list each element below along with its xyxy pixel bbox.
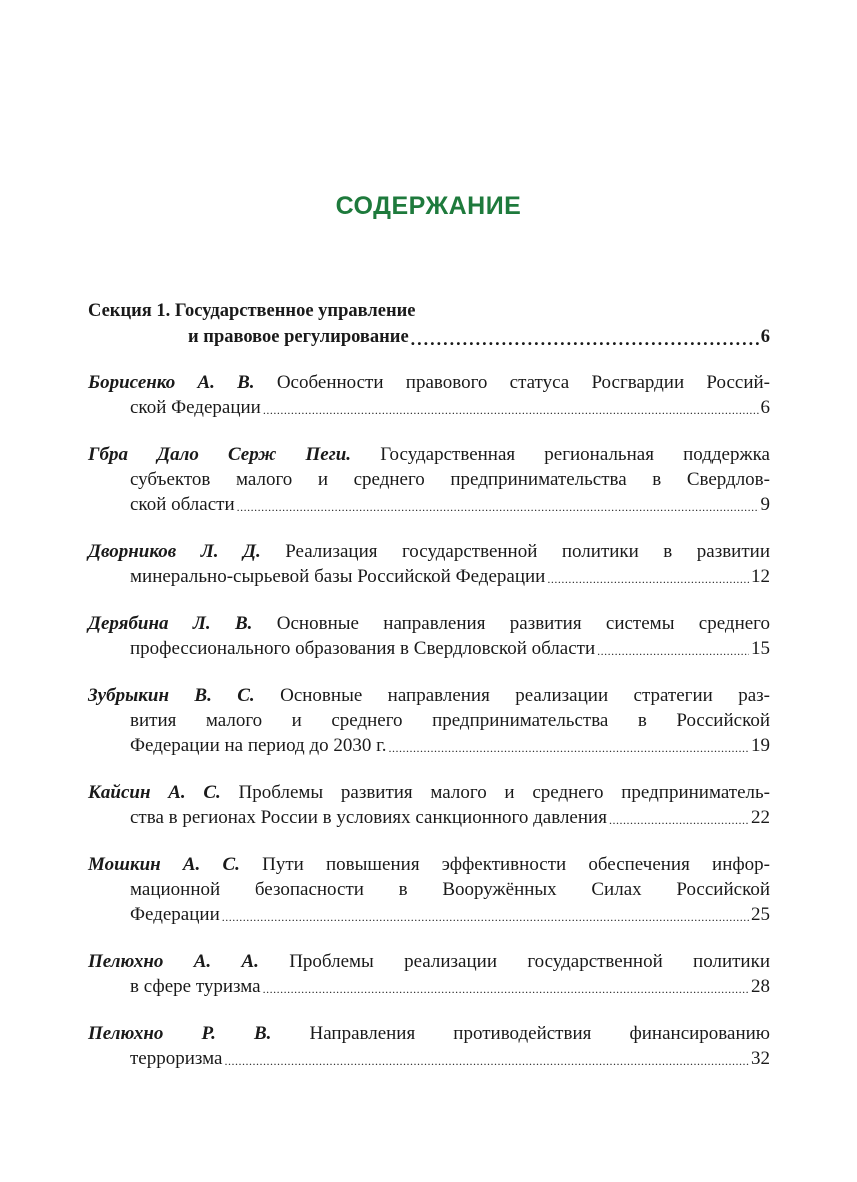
dot-leader — [389, 739, 749, 758]
dot-leader — [547, 570, 749, 589]
entry-title-part: Проблемы реализации государственной политики — [258, 951, 770, 972]
dot-leader — [224, 1052, 749, 1071]
entry-title-part: Направления противодействия финансированию — [271, 1023, 770, 1044]
table-of-contents — [88, 298, 770, 1093]
toc-entry-first-line — [88, 442, 770, 467]
toc-entry-first-line — [88, 683, 770, 708]
toc-entry[interactable] — [88, 949, 770, 999]
dot-leader — [222, 908, 749, 927]
entry-title-part: Государственная региональная поддержка — [351, 444, 770, 465]
page-title: СОДЕРЖАНИЕ — [335, 192, 522, 220]
dot-leader — [237, 498, 759, 517]
entry-title-continuation: вития малого и среднего предпринимательства в Российской — [130, 710, 770, 731]
dot-leader — [263, 401, 759, 420]
entry-title-last-line: профессионального образования в Свердловской области — [130, 638, 596, 659]
entry-author: Дерябина Л. В. — [88, 613, 253, 634]
entry-title-last-line: в сфере туризма — [130, 976, 261, 997]
entry-title-part: Проблемы развития малого и среднего предприниматель- — [220, 782, 770, 803]
entry-title-part: Реализация государственной политики в развитии — [260, 541, 770, 562]
toc-entry[interactable] — [88, 1021, 770, 1071]
entry-page-number: 32 — [751, 1048, 770, 1069]
entry-page-number: 19 — [751, 735, 770, 756]
toc-section-heading[interactable] — [88, 298, 770, 350]
entry-title-last-line: терроризма — [130, 1048, 223, 1069]
entry-page-number: 22 — [751, 807, 770, 828]
toc-entry-first-line — [88, 949, 770, 974]
toc-entry-first-line — [88, 1021, 770, 1046]
toc-entry-first-line — [88, 611, 770, 636]
section-title-line2: и правовое регулирование — [188, 327, 409, 347]
entry-page-number: 6 — [760, 397, 770, 418]
entry-title-last-line: ской области — [130, 494, 235, 515]
section-title-line1: Секция 1. Государственное управление — [88, 301, 416, 321]
entry-title-last-line: ства в регионах России в условиях санкционного давления — [130, 807, 607, 828]
toc-entry[interactable] — [88, 370, 770, 420]
entry-title-continuation: субъектов малого и среднего предпринимательства в Свердлов- — [130, 469, 770, 490]
dot-leader — [263, 980, 749, 999]
entry-page-number: 12 — [751, 566, 770, 587]
toc-entry[interactable] — [88, 539, 770, 589]
dot-leader — [609, 811, 749, 830]
toc-entry-list — [88, 370, 770, 1071]
entry-author: Кайсин А. С. — [88, 782, 221, 803]
toc-entry-first-line — [88, 539, 770, 564]
entry-title-continuation: мационной безопасности в Вооружённых Силах Российской — [130, 879, 770, 900]
entry-author: Дворников Л. Д. — [88, 541, 261, 562]
toc-entry-first-line — [88, 370, 770, 395]
entry-author: Гбра Дало Серж Пеги. — [88, 444, 352, 465]
dot-leader — [411, 328, 759, 350]
entry-title-part: Основные направления реализации стратегии раз- — [254, 685, 770, 706]
entry-title-last-line: Федерации — [130, 904, 220, 925]
entry-author: Пелюхно Р. В. — [88, 1023, 272, 1044]
toc-entry[interactable] — [88, 611, 770, 661]
section-page-number: 6 — [760, 327, 770, 347]
entry-author: Борисенко А. В. — [88, 372, 255, 393]
entry-title-part: Пути повышения эффективности обеспечения инфор- — [239, 854, 770, 875]
entry-page-number: 9 — [760, 494, 770, 515]
toc-entry[interactable] — [88, 442, 770, 517]
entry-author: Мошкин А. С. — [88, 854, 240, 875]
toc-entry-first-line — [88, 852, 770, 877]
toc-entry[interactable] — [88, 852, 770, 927]
dot-leader — [597, 642, 749, 661]
entry-title-last-line: минерально-сырьевой базы Российской Федерации — [130, 566, 546, 587]
entry-title-part: Особенности правового статуса Росгвардии Россий- — [254, 372, 770, 393]
entry-author: Зубрыкин В. С. — [88, 685, 255, 706]
entry-page-number: 15 — [751, 638, 770, 659]
toc-entry-first-line — [88, 780, 770, 805]
entry-author: Пелюхно А. А. — [88, 951, 259, 972]
entry-page-number: 28 — [751, 976, 770, 997]
entry-page-number: 25 — [751, 904, 770, 925]
toc-entry[interactable] — [88, 683, 770, 758]
entry-title-part: Основные направления развития системы среднего — [252, 613, 770, 634]
entry-title-last-line: Федерации на период до 2030 г. — [130, 735, 387, 756]
entry-title-last-line: ской Федерации — [130, 397, 261, 418]
toc-entry[interactable] — [88, 780, 770, 830]
